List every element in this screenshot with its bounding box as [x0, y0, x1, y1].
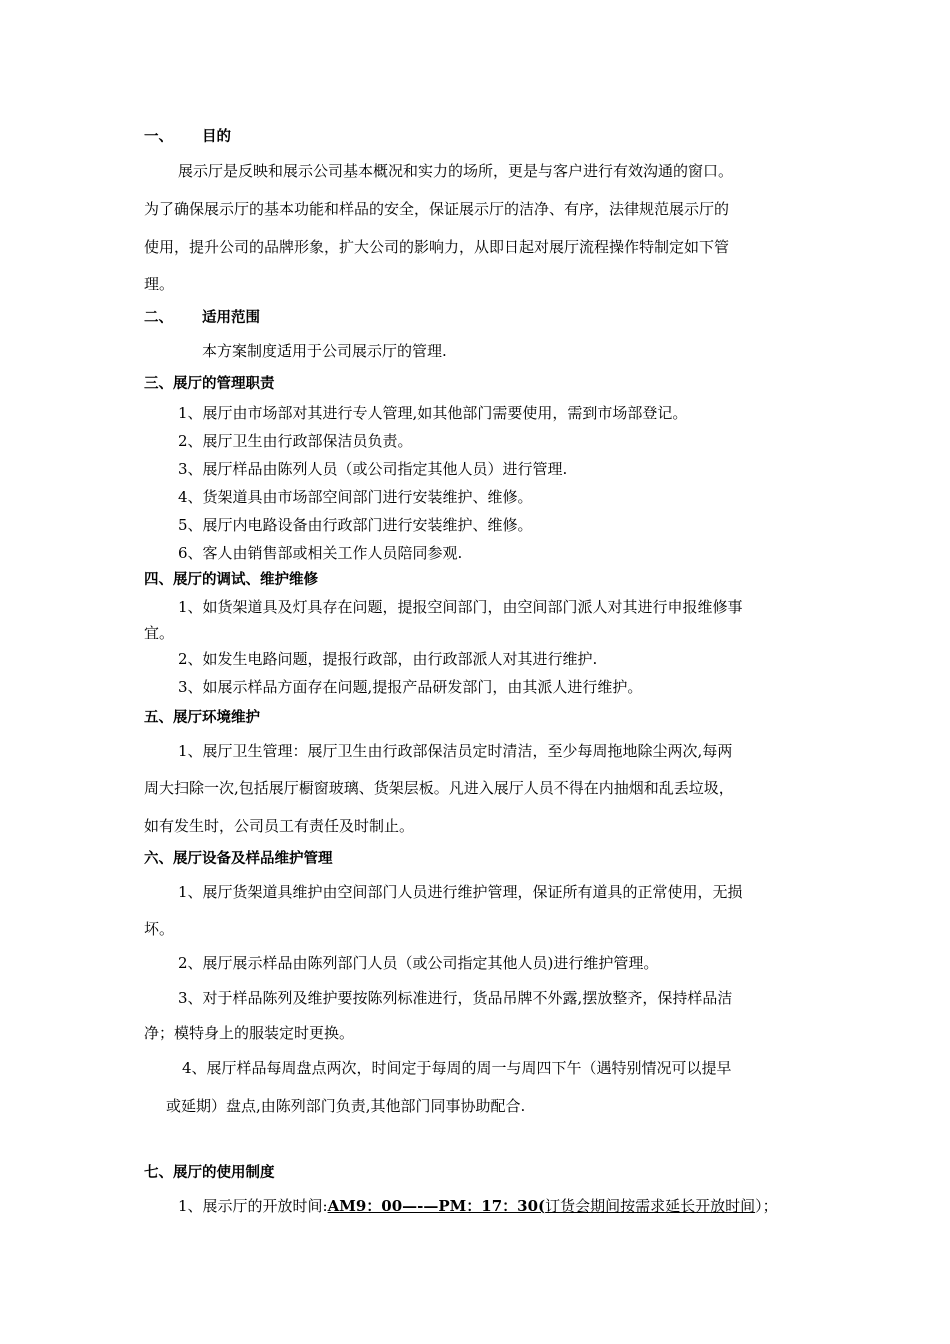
list-item: 4、展厅样品每周盘点两次，时间定于每周的周一与周四下午（遇特别情况可以提早 — [182, 1059, 732, 1077]
opening-hours-note: 订货会期间按需求延长开放时间 — [545, 1197, 756, 1215]
section-heading-5: 五、展厅环境维护 — [144, 710, 260, 726]
list-item: 坏。 — [144, 920, 175, 938]
section-title: 适用范围 — [202, 310, 260, 326]
list-item: 4、货架道具由市场部空间部门进行安装维护、维修。 — [178, 488, 533, 506]
section-heading-6: 六、展厅设备及样品维护管理 — [144, 851, 333, 867]
list-item: 2、展厅展示样品由陈列部门人员（或公司指定其他人员)进行维护管理。 — [178, 954, 659, 972]
list-item: 3、对于样品陈列及维护要按陈列标准进行，货品吊牌不外露,摆放整齐，保持样品洁 — [178, 989, 733, 1007]
section-number: 二、 — [144, 310, 173, 326]
section-title: 目的 — [202, 129, 231, 145]
paragraph-line: 本方案制度适用于公司展示厅的管理. — [202, 342, 447, 360]
opening-hours-suffix: ）； — [755, 1197, 778, 1215]
paragraph-line: 使用，提升公司的品牌形象，扩大公司的影响力，从即日起对展厅流程操作特制定如下管 — [144, 238, 730, 256]
list-item: 2、展厅卫生由行政部保洁员负责。 — [178, 432, 413, 450]
paragraph-line: 理。 — [144, 275, 175, 293]
list-item: 周大扫除一次,包括展厅橱窗玻璃、货架层板。凡进入展厅人员不得在内抽烟和乱丢垃圾， — [144, 779, 734, 797]
list-item: 6、客人由销售部或相关工作人员陪同参观. — [178, 544, 463, 562]
list-item: 1、展厅由市场部对其进行专人管理,如其他部门需要使用，需到市场部登记。 — [178, 404, 688, 422]
section-heading-7: 七、展厅的使用制度 — [144, 1165, 275, 1181]
section-number: 一、 — [144, 129, 173, 145]
list-item: 或延期）盘点,由陈列部门负责,其他部门同事协助配合. — [166, 1097, 526, 1115]
opening-hours-line — [178, 1197, 778, 1215]
opening-hours-time: AM9：00—-—PM：17：30 — [327, 1197, 539, 1215]
section-heading-4: 四、展厅的调试、维护维修 — [144, 572, 318, 588]
list-item: 3、展厅样品由陈列人员（或公司指定其他人员）进行管理. — [178, 460, 568, 478]
list-item: 5、展厅内电路设备由行政部门进行安装维护、维修。 — [178, 516, 533, 534]
opening-hours-prefix: 1、展示厅的开放时间: — [178, 1197, 328, 1215]
section-heading-3: 三、展厅的管理职责 — [144, 376, 275, 392]
section-heading-2 — [144, 309, 260, 327]
paragraph-line: 为了确保展示厅的基本功能和样品的安全，保证展示厅的洁净、有序，法律规范展示厅的 — [144, 200, 730, 218]
list-item: 净；模特身上的服装定时更换。 — [144, 1024, 355, 1042]
opening-hours-paren: ( — [538, 1197, 546, 1215]
list-item: 1、展厅货架道具维护由空间部门人员进行维护管理，保证所有道具的正常使用，无损 — [178, 883, 743, 901]
list-item: 宜。 — [144, 624, 175, 642]
paragraph-line: 展示厅是反映和展示公司基本概况和实力的场所，更是与客户进行有效沟通的窗口。 — [178, 162, 734, 180]
list-item: 如有发生时，公司员工有责任及时制止。 — [144, 817, 415, 835]
section-heading-1 — [144, 128, 231, 146]
list-item: 1、如货架道具及灯具存在问题，提报空间部门，由空间部门派人对其进行申报维修事 — [178, 598, 743, 616]
list-item: 2、如发生电路问题，提报行政部，由行政部派人对其进行维护. — [178, 650, 598, 668]
list-item: 1、展厅卫生管理：展厅卫生由行政部保洁员定时清洁，至少每周拖地除尘两次,每两 — [178, 742, 733, 760]
list-item: 3、如展示样品方面存在问题,提报产品研发部门，由其派人进行维护。 — [178, 678, 643, 696]
